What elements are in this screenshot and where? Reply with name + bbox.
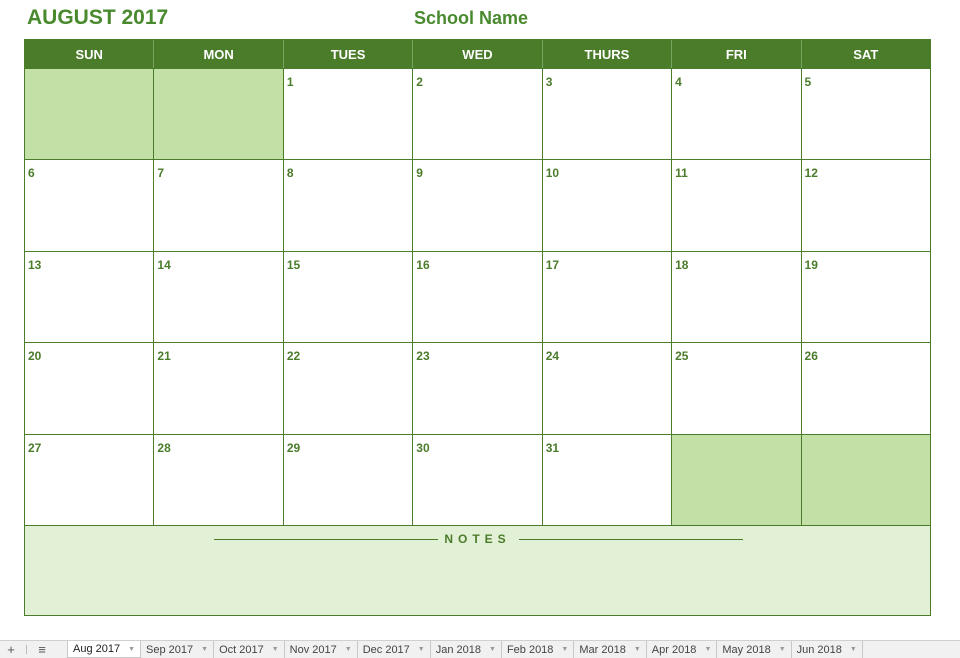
weekday-header: THURS (543, 40, 672, 68)
day-number: 8 (286, 166, 294, 181)
sheet-tab-nov-2017[interactable] (285, 641, 358, 658)
caret-down-icon[interactable]: ▼ (633, 646, 641, 653)
day-number: 15 (286, 257, 301, 272)
day-number: 24 (545, 349, 560, 364)
day-cell[interactable] (413, 343, 542, 433)
sheet-tab-label: Nov 2017 (289, 643, 337, 656)
day-cell[interactable] (672, 343, 801, 433)
weekday-header: WED (413, 40, 542, 68)
sheet-tab-may-2018[interactable] (717, 641, 791, 658)
day-number: 16 (416, 257, 430, 272)
caret-down-icon[interactable]: ▼ (561, 646, 569, 653)
day-number: 19 (804, 257, 818, 272)
day-cell[interactable] (25, 435, 154, 525)
day-cell[interactable] (25, 252, 154, 342)
sheet-tab-label: Aug 2017 (73, 643, 121, 655)
day-number: 28 (157, 440, 171, 455)
day-number: 5 (804, 75, 812, 89)
sheet-tab-label: Dec 2017 (362, 643, 410, 656)
day-cell[interactable] (543, 435, 672, 525)
sheet-tab-label: Oct 2017 (219, 643, 264, 656)
day-cell[interactable] (672, 252, 801, 342)
sheet-tabs (67, 641, 863, 658)
sheet-tab-label: Sep 2017 (146, 643, 194, 656)
day-cell[interactable] (284, 435, 413, 525)
caret-down-icon[interactable]: ▼ (128, 645, 136, 653)
day-cell[interactable] (25, 343, 154, 433)
day-cell[interactable] (413, 160, 542, 250)
day-number: 20 (28, 349, 42, 364)
sheet-tab-aug-2017[interactable] (67, 641, 141, 658)
day-number: 29 (286, 440, 301, 455)
day-number: 3 (545, 75, 553, 89)
day-number: 11 (675, 166, 688, 181)
caret-down-icon[interactable]: ▼ (417, 646, 425, 653)
day-cell[interactable] (154, 343, 283, 433)
caret-down-icon[interactable]: ▼ (344, 646, 352, 653)
day-number: 17 (545, 257, 560, 272)
weekday-header: SAT (853, 46, 879, 62)
day-cell[interactable] (154, 252, 283, 342)
calendar-grid (24, 39, 931, 616)
day-number: 21 (157, 349, 171, 364)
notes-section[interactable] (25, 525, 930, 615)
sheet-tab-oct-2017[interactable] (214, 641, 285, 658)
weekday-header: FRI (672, 40, 801, 68)
day-number: 26 (804, 349, 818, 364)
day-cell[interactable] (672, 69, 801, 159)
day-cell[interactable] (413, 435, 542, 525)
day-cell[interactable] (802, 69, 930, 159)
day-number: 22 (286, 349, 301, 364)
day-cell[interactable] (543, 69, 672, 159)
sheet-tab-label: Jun 2018 (796, 643, 842, 656)
sheet-tab-sep-2017[interactable] (141, 641, 214, 658)
caret-down-icon[interactable]: ▼ (201, 646, 209, 653)
day-number: 7 (157, 166, 165, 181)
weekday-header: TUES (284, 40, 413, 68)
calendar-week (25, 159, 930, 250)
caret-down-icon[interactable]: ▼ (489, 646, 496, 653)
sheet-tab-dec-2017[interactable] (358, 641, 431, 658)
day-number: 9 (416, 166, 423, 181)
day-cell[interactable] (413, 252, 542, 342)
day-cell[interactable] (543, 343, 672, 433)
day-cell[interactable] (802, 343, 930, 433)
notes-label: NOTES (444, 531, 511, 546)
day-number: 18 (675, 257, 689, 272)
day-cell[interactable] (672, 160, 801, 250)
day-cell[interactable] (802, 160, 930, 250)
calendar-title: AUGUST 2017 (27, 6, 169, 29)
day-cell[interactable] (543, 252, 672, 342)
day-number: 25 (675, 349, 689, 364)
day-number: 14 (157, 257, 171, 272)
school-name[interactable]: School Name (414, 8, 529, 28)
day-number: 30 (416, 440, 430, 455)
sheet-tab-mar-2018[interactable] (574, 641, 646, 658)
sheet-tab-label: Apr 2018 (651, 643, 697, 656)
sheet-tab-jan-2018[interactable] (431, 641, 502, 658)
sheet-tab-bar (0, 640, 960, 658)
sheet-tab-feb-2018[interactable] (502, 641, 574, 658)
caret-down-icon[interactable]: ▼ (704, 646, 712, 653)
weekday-header: SUN (25, 40, 154, 68)
sheet-tab-label: Mar 2018 (579, 643, 626, 656)
calendar-week (25, 434, 930, 525)
day-cell[interactable] (284, 343, 413, 433)
calendar-week (25, 342, 930, 433)
day-number: 6 (28, 166, 35, 181)
day-cell[interactable] (284, 69, 413, 159)
day-cell[interactable] (25, 160, 154, 250)
day-cell[interactable] (802, 252, 930, 342)
sheet-tab-label: May 2018 (722, 643, 771, 656)
day-number: 31 (545, 440, 560, 455)
day-number: 13 (28, 257, 42, 272)
day-number: 12 (804, 166, 818, 181)
day-number: 10 (545, 166, 560, 181)
caret-down-icon[interactable]: ▼ (271, 646, 279, 653)
sheet-tab-apr-2018[interactable] (647, 641, 718, 658)
sheet-tab-jun-2018[interactable] (792, 641, 863, 658)
empty-day-cell[interactable] (802, 435, 930, 525)
day-cell[interactable] (154, 160, 283, 250)
day-cell[interactable] (543, 160, 672, 250)
add-sheet-icon[interactable]: + (7, 642, 15, 657)
sheet-tab-label: Jan 2018 (435, 643, 481, 656)
day-number: 1 (286, 75, 294, 89)
day-cell[interactable] (284, 160, 413, 250)
day-number: 4 (675, 75, 682, 89)
calendar-week (25, 68, 930, 159)
day-number: 2 (416, 75, 423, 89)
calendar-week (25, 251, 930, 342)
notes-rule-right (519, 539, 743, 540)
empty-day-cell[interactable] (672, 435, 801, 525)
caret-down-icon[interactable]: ▼ (849, 646, 857, 653)
day-cell[interactable] (413, 69, 542, 159)
sheet-tab-label: Feb 2018 (506, 643, 554, 656)
empty-day-cell[interactable] (25, 69, 154, 159)
all-sheets-menu-icon[interactable]: ≡ (38, 642, 46, 657)
day-cell[interactable] (154, 435, 283, 525)
tab-bar-divider (26, 645, 27, 654)
day-number: 23 (416, 349, 430, 364)
empty-day-cell[interactable] (154, 69, 283, 159)
day-number: 27 (28, 440, 42, 455)
weekday-header-row (25, 40, 930, 68)
weekday-header: MON (154, 40, 283, 68)
caret-down-icon[interactable]: ▼ (778, 646, 786, 653)
day-cell[interactable] (284, 252, 413, 342)
